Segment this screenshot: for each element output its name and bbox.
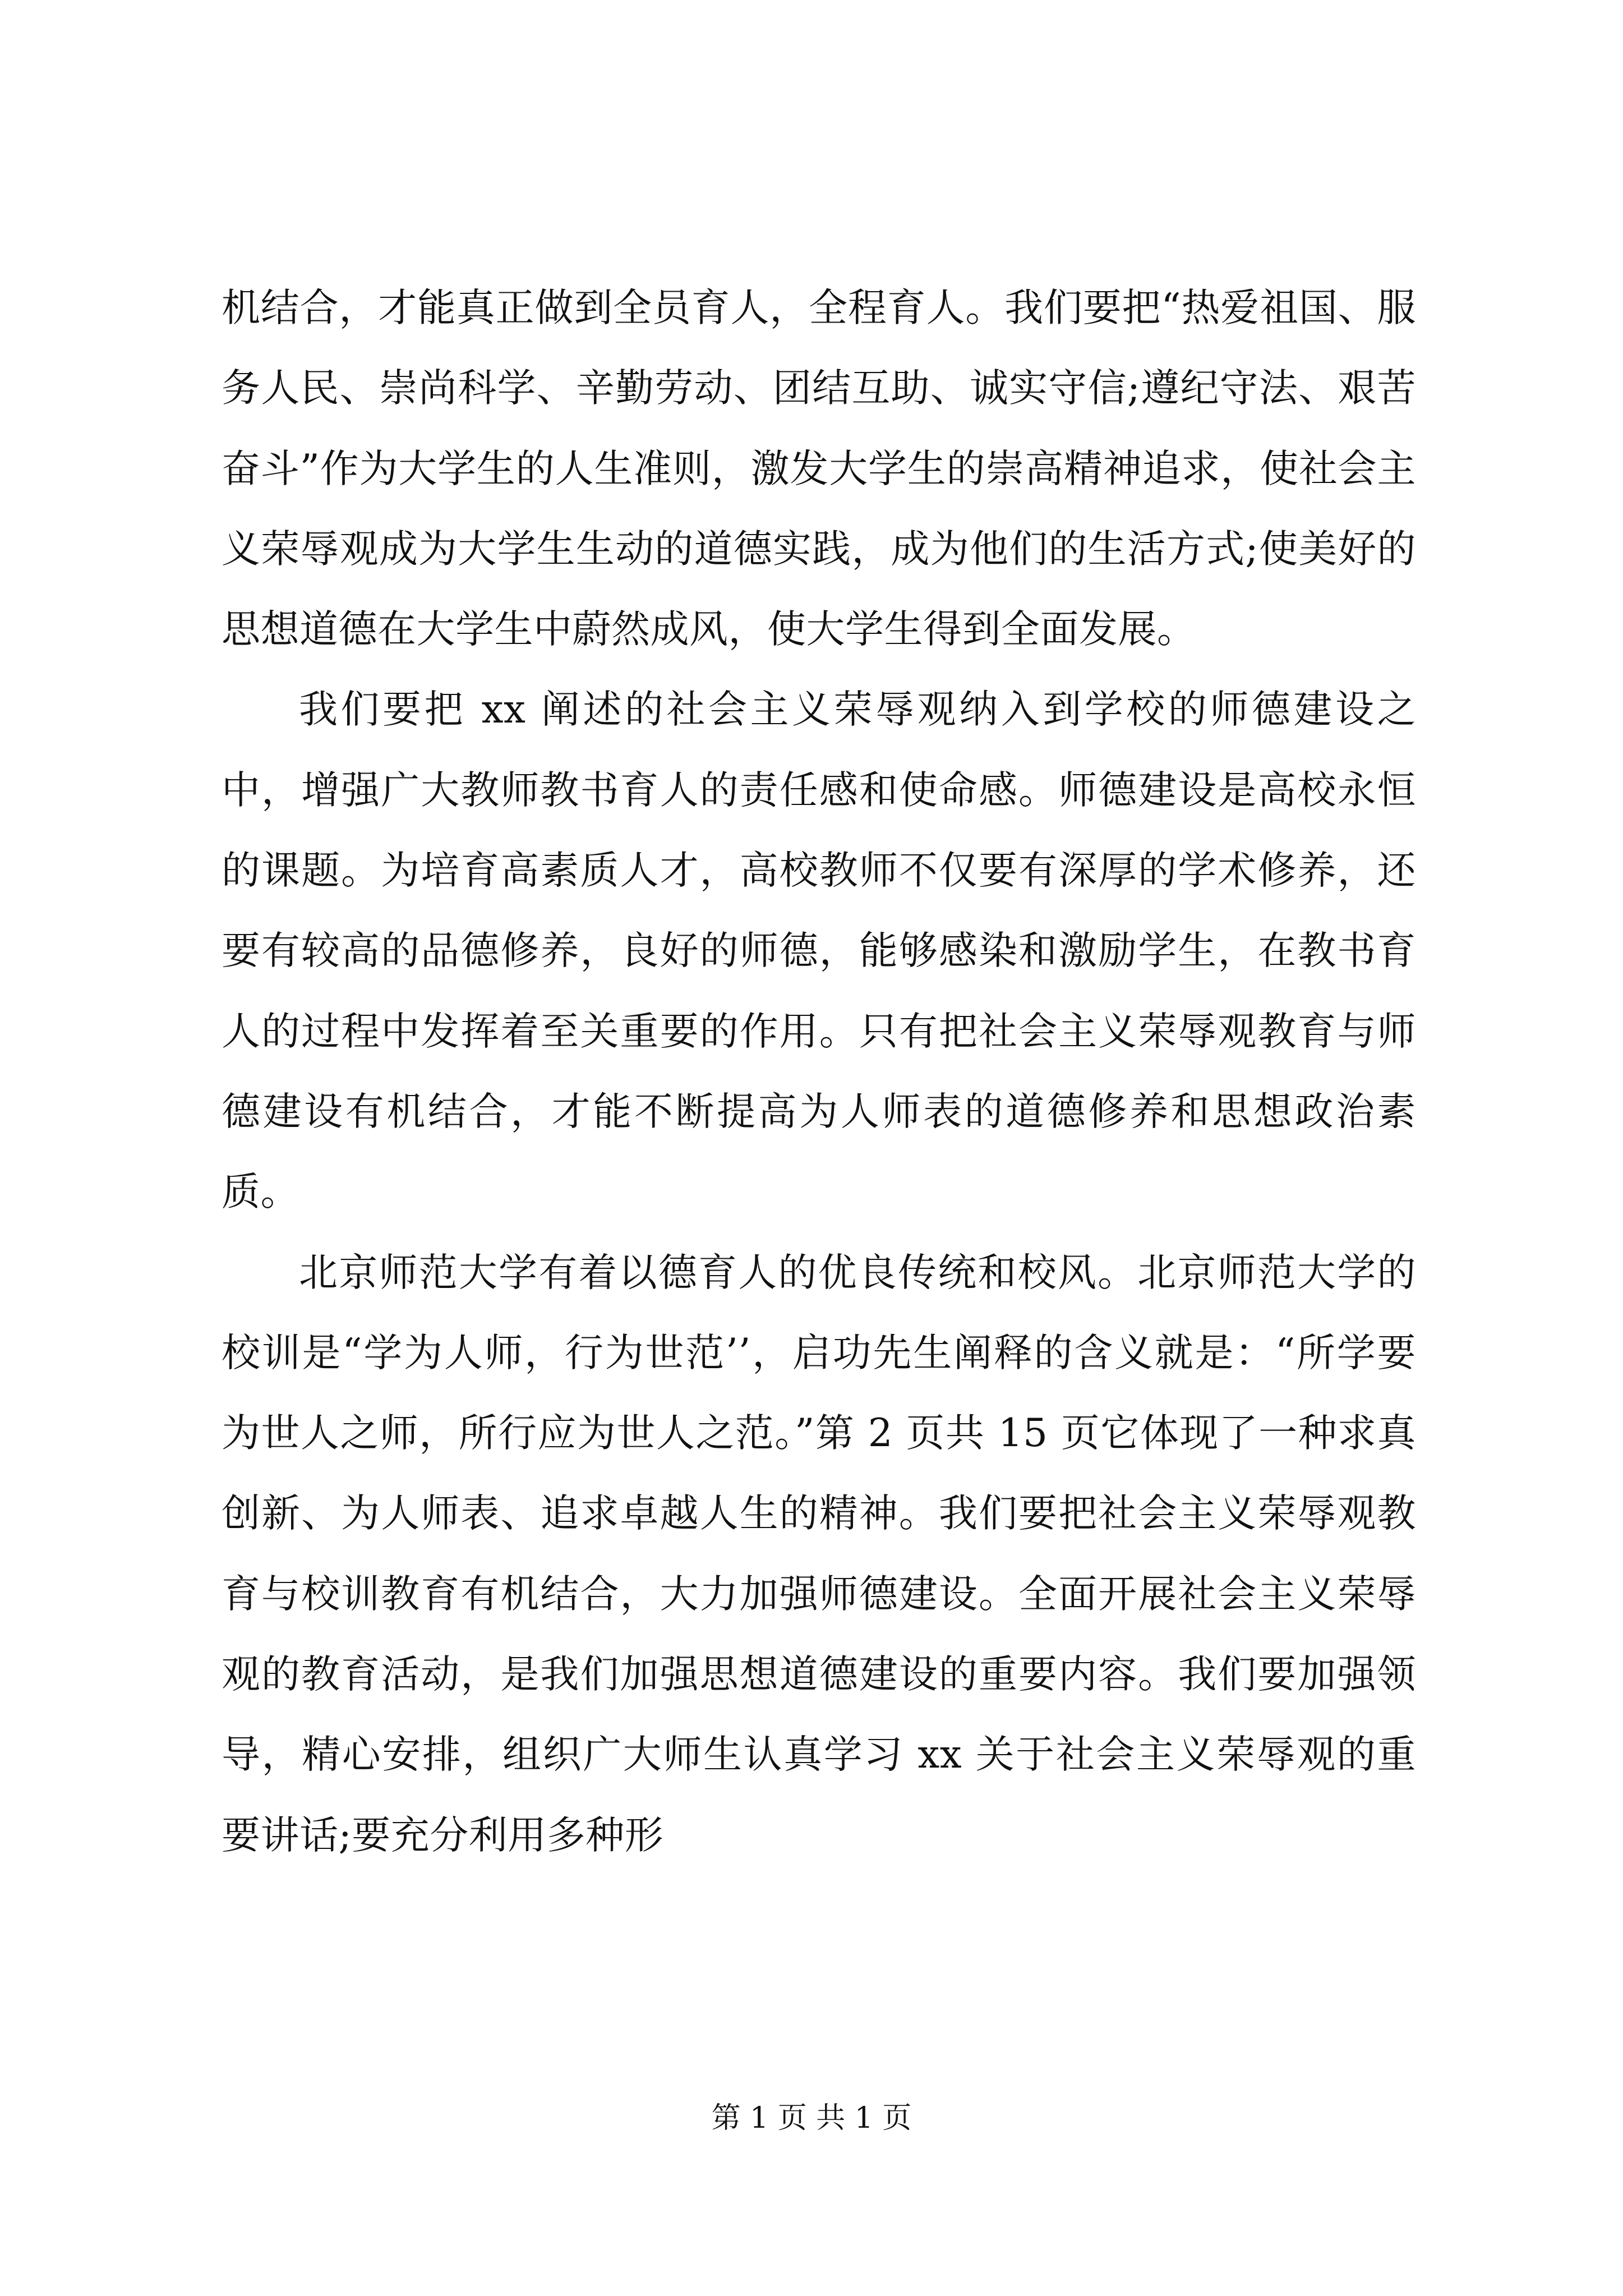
- document-body: [222, 268, 1416, 1876]
- paragraph-teacher-ethics: 我们要把 xx 阐述的社会主义荣辱观纳入到学校的师德建设之中，增强广大教师教书育人的责任感和使命感。师德建设是高校永恒的课题。为培育高素质人才，高校教师不仅要有深厚的学术修养，还要有较高的品德修养，良好的师德，能够感染和激励学生，在教书育人的过程中发挥着至关重要的作用。只有把社会主义荣辱观教育与师德建设有机结合，才能不断提高为人师表的道德修养和思想政治素质。: [222, 687, 1416, 1215]
- page-footer: 第 1 页 共 1 页: [711, 2101, 912, 2135]
- paragraph-continuation: 机结合，才能真正做到全员育人，全程育人。我们要把“热爱祖国、服务人民、崇尚科学、辛勤劳动、团结互助、诚实守信;遵纪守法、艰苦奋斗”作为大学生的人生准则，激发大学生的崇高精神追求，使社会主义荣辱观成为大学生生动的道德实践，成为他们的生活方式;使美好的思想道德在大学生中蔚然成风，使大学生得到全面发展。: [222, 286, 1416, 652]
- paragraph-bnu-motto: 北京师范大学有着以德育人的优良传统和校风。北京师范大学的校训是“学为人师，行为世范’’，启功先生阐释的含义就是：“所学要为世人之师，所行应为世人之范。”第 2 页共 15 页它体现了一种求真创新、为人师表、追求卓越人生的精神。我们要把社会主义荣辱观教育与校训教育有机结合，大力加强师德建设。全面开展社会主义荣辱观的教育活动，是我们加强思想道德建设的重要内容。我们要加强领导，精心安排，组织广大师生认真学习 xx 关于社会主义荣辱观的重要讲话;要充分利用多种形: [222, 1250, 1416, 1858]
